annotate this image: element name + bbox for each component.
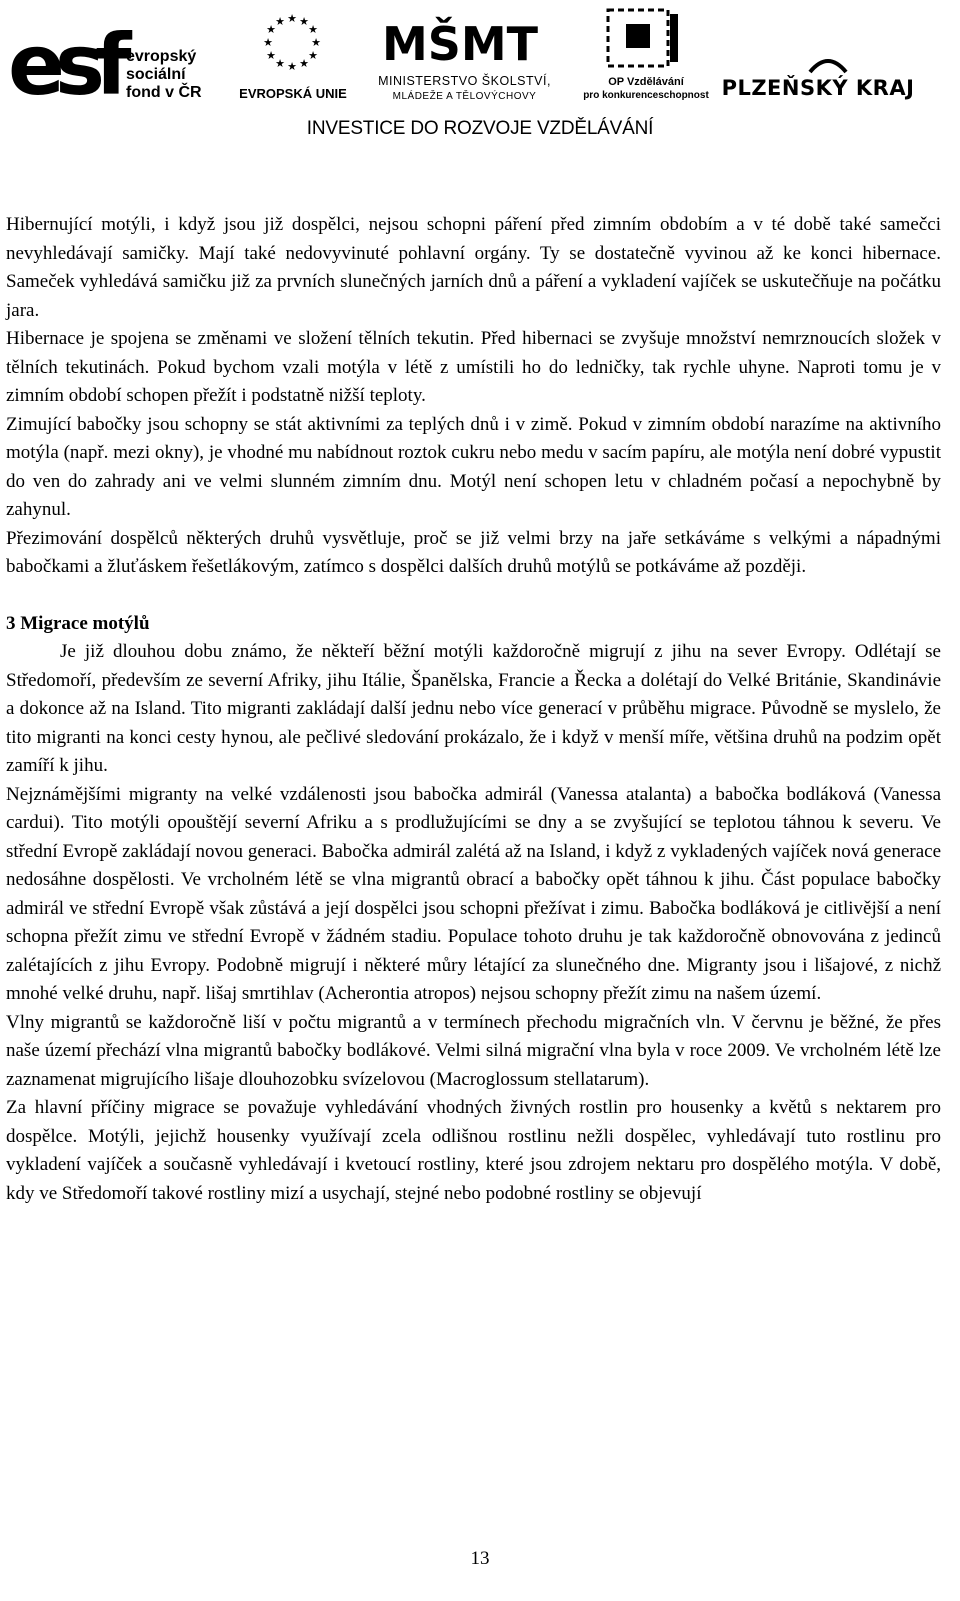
msmt-line1: MINISTERSTVO ŠKOLSTVÍ, (378, 74, 551, 88)
eu-label: EVROPSKÁ UNIE (239, 86, 347, 101)
svg-text:esf: esf (8, 16, 122, 114)
op-line2: pro konkurenceschopnost (583, 90, 709, 101)
op-line1: OP Vzdělávání (608, 76, 684, 88)
eu-flag-icon (248, 8, 336, 78)
msmt-line2: MLÁDEŽE A TĚLOVÝCHOVY (392, 91, 537, 102)
kraj-arc-icon (806, 50, 850, 74)
eu-logo (228, 8, 358, 104)
svg-text:★: ★ (308, 49, 318, 62)
op-logo (576, 6, 716, 104)
svg-text:★: ★ (275, 57, 285, 70)
esf-logo (8, 8, 218, 114)
document-body (6, 211, 941, 1208)
page-number: 13 (470, 1548, 490, 1569)
esf-line1: evropský (126, 48, 197, 65)
svg-text:★: ★ (287, 12, 297, 25)
svg-text:★: ★ (263, 36, 273, 49)
svg-text:★: ★ (308, 23, 318, 36)
section-heading: 3 Migrace motýlů (6, 612, 150, 634)
paragraph: Hibernující motýli, i když jsou již dospělci, nejsou schopni páření před zimním obdobím a v té době také samečci nevyhledávají samičky. Mají také nedovyvinuté pohlavní orgány. Ty se dostatečně vyvinou až ke konci hibernace. Sameček vyhledává samičku již za prvních slunečných jarních dnů a páření a vykladení vajíček se uskutečňuje na počátku jara. (6, 214, 941, 321)
paragraph: Hibernace je spojena se změnami ve složení tělních tekutin. Před hibernaci se zvyšuje množství nemrznoucích složek v tělních tekutinách. Pokud bychom vzali motýla v létě z umístili ho do ledničky, tak rychle uhyne. Naproti tomu je v zimním období schopen přežít i podstatně nižší teploty. (6, 328, 941, 406)
svg-text:★: ★ (299, 15, 309, 28)
msmt-mark-text: MŠMT (381, 17, 539, 71)
esf-mark-icon (8, 8, 122, 114)
svg-text:★: ★ (275, 15, 285, 28)
header-tagline: INVESTICE DO ROZVOJE VZDĚLÁVÁNÍ (306, 118, 654, 139)
svg-text:★: ★ (311, 36, 321, 49)
svg-text:★: ★ (266, 23, 276, 36)
plzensky-kraj-logo (718, 50, 918, 106)
paragraph: Zimující babočky jsou schopny se stát aktivními za teplých dnů i v zimě. Pokud v zimním období narazíme na aktivního motýla (např. mezi okny), je vhodné mu nabídnout roztok cukru nebo medu v sacím papíru, ale motýla není dobré vypustit do ven do zahrady ani ve velmi slunném zimním dnu. Motýl není schopen letu v chladném počasí a nepochybně by zahynul. (6, 413, 941, 520)
op-mark-icon (604, 6, 684, 70)
svg-text:★: ★ (287, 60, 297, 73)
kraj-label: PLZEŇSKÝ KRAJ (721, 76, 915, 100)
paragraph: Za hlavní příčiny migrace se považuje vyhledávání vhodných živných rostlin pro housenky a květů s nektarem pro dospělce. Motýli, jejichž housenky využívají zcela odlišnou rostlinu nežli dospělec, vyhledávají tuto rostlinu pro vykladení vajíček a současně vyhledávají i kvetoucí rostliny, které jsou zdrojem nektaru pro dospělého motýla. V době, kdy ve Středomoří takové rostliny mizí a usychají, stejné nebo podobné rostliny se objevují (6, 1097, 941, 1204)
svg-text:★: ★ (299, 57, 309, 70)
msmt-mark-icon (381, 4, 539, 72)
paragraph: Přezimování dospělců některých druhů vysvětluje, proč se již velmi brzy na jaře setkáváme s velkými a nápadnými babočkami a žluťáskem řešetlákovým, zatímco s dospělci dalších druhů motýlů se potkáváme až později. (6, 527, 941, 577)
paragraph: Vlny migrantů se každoročně liší v počtu migrantů a v termínech přechodu migračních vln. V červnu je běžné, že přes naše území přechází vlna migrantů babočky bodlákové. Velmi silná migrační vlna byla v roce 2009. Ve vrcholném létě lze zaznamenat migrujícího lišaje dlouhozobku svízelovou (Macroglossum stellatarum). (6, 1011, 941, 1090)
msmt-logo (362, 4, 567, 104)
logo-bar (0, 0, 960, 150)
esf-line2: sociální (126, 66, 186, 83)
paragraph: Nejznámějšími migranty na velké vzdálenosti jsou babočka admirál (Vanessa atalanta) a babočka bodláková (Vanessa cardui). Tito motýli opouštějí severní Afriku a s prodlužujícími se dny a se zvyšující se teplotou táhnou k severu. Ve střední Evropě zakládají novou generaci. Babočka admirál zalétá až na Island, i když z vykladených vajíček nová generace nedosáhne dospělosti. Ve vrcholném létě se vlna migrantů obrací a babočky opět táhnou k jihu. Část populace babočky admirál ve střední Evropě však zůstává a její dospělci jsou schopni přežívat i zimu. Babočka bodláková je citlivější a není schopna přežít zimu ve střední Evropě v žádném stadiu. Populace tohoto druhu je tak každoročně obnovována z jedinců zalétajících z jihu Evropy. Podobně migrují i některé můry létající za slunečného dne. Migranty jsou i lišajové, z nichž mnohé velké druhu, např. lišaj smrtihlav (Acherontia atropos) nejsou schopny přežít zimu na našem území. (6, 783, 941, 1004)
paragraph: Je již dlouhou dobu známo, že někteří běžní motýli každoročně migrují z jihu na sever Evropy. Odlétají se Středomoří, především ze severní Afriky, jihu Itálie, Španělska, Francie a Řecka a dolétají do Velké Británie, Skandinávie a dokonce až na Island. Tito migranti zakládají další jednu nebo více generací v průběhu migrace. Původně se myslelo, že tito migranti na konci cesty hynou, ale pečlivé sledování prokázalo, že i když v menší míře, většina druhů na podzim opět zamíří k jihu. (6, 641, 941, 776)
svg-text:★: ★ (266, 49, 276, 62)
esf-line3: fond v ČR (126, 84, 202, 101)
